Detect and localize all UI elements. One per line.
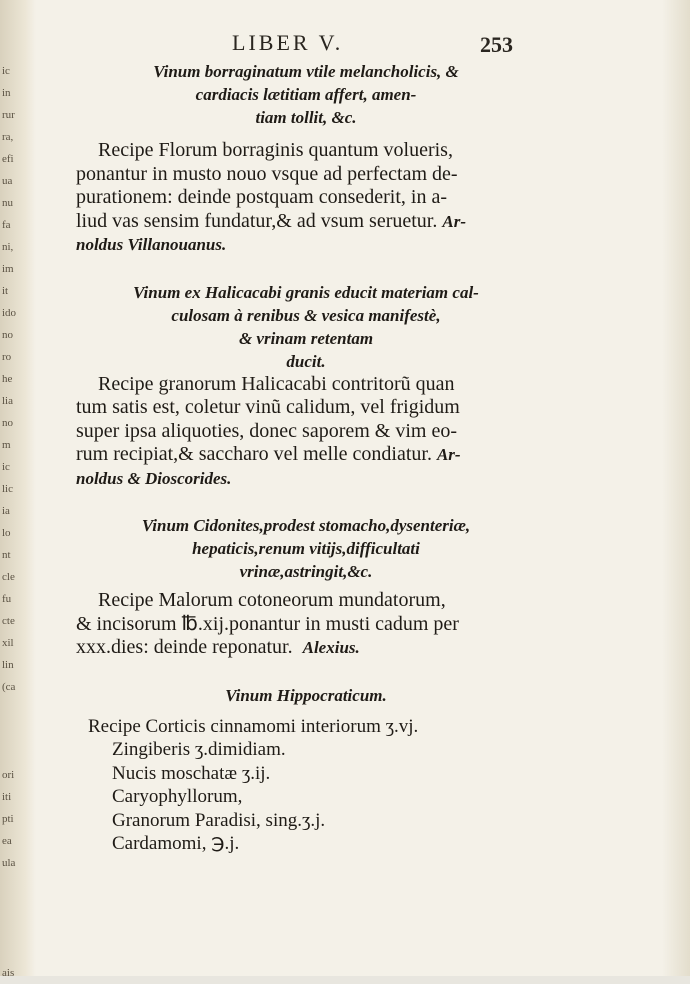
gutter-fragment: efi [2, 153, 14, 165]
gutter-fragment: ido [2, 307, 17, 319]
gutter-fragment [2, 742, 32, 764]
gutter-fragment: iti [2, 791, 12, 803]
body-line [76, 467, 536, 491]
author-start: Ar- [436, 445, 461, 464]
body-line: Recipe Malorum cotoneorum mundatorum, [98, 589, 446, 611]
gutter-fragment: lin [2, 659, 14, 671]
heading-line: tiam tollit, &c. [255, 108, 357, 127]
gutter-fragment: ua [2, 175, 13, 187]
right-page-edge [662, 0, 690, 976]
heading-line: & vrinam retentam [238, 328, 374, 348]
body-text: xxx.dies: deinde reponatur. [76, 636, 293, 658]
body-line: & incisorum ℔.xij.ponantur in musti cadum per [76, 612, 459, 635]
author-start: Ar- [442, 211, 466, 231]
body-line: Recipe Florum borraginis quantum volueris, [98, 139, 453, 161]
entry-vinum-cidonites [76, 514, 536, 660]
gutter-fragment: ni, [2, 241, 14, 253]
entry-heading [76, 60, 536, 129]
gutter-fragment: ic [2, 65, 10, 77]
gutter-fragment [2, 896, 32, 918]
heading-line: culosam à renibus & vesica manifestè, [171, 305, 441, 325]
gutter-fragment: it [2, 285, 9, 297]
gutter-fragment: cte [2, 615, 15, 627]
author-name: noldus & Dioscorides. [76, 468, 232, 488]
gutter-fragment: ro [2, 351, 12, 363]
heading-line: vrinæ,astringit,&c. [239, 562, 373, 581]
left-gutter [0, 0, 36, 979]
gutter-fragment: pti [2, 813, 14, 825]
author-name: noldus Villanouanus. [76, 235, 227, 254]
gutter-fragment: m [2, 439, 11, 451]
entry-heading [76, 281, 536, 373]
heading-line: Vinum Hippocraticum. [225, 685, 387, 705]
heading-line: ducit. [286, 351, 326, 371]
recipe-first-line: Recipe Corticis cinnamomi interiorum ʒ.vj. [88, 715, 419, 737]
body-line: tum satis est, coletur vinũ calidum, vel frigidum [76, 396, 460, 418]
gutter-fragment: no [2, 329, 13, 341]
heading-line: hepaticis,renum vitijs,difficultati [192, 539, 420, 558]
body-line: Recipe granorum Halicacabi contritorũ quan [98, 372, 455, 395]
gutter-fragment: xil [2, 637, 14, 649]
facing-page-fragments [2, 60, 32, 984]
recipe-item: Caryophyllorum, [112, 786, 243, 807]
gutter-fragment: im [2, 263, 14, 275]
gutter-fragment: nu [2, 197, 13, 209]
gutter-fragment: ea [2, 835, 12, 847]
running-head: LIBER V. [232, 30, 344, 55]
gutter-fragment [2, 940, 32, 962]
heading-line: Vinum ex Halicacabi granis educit materiam cal- [133, 282, 479, 302]
gutter-fragment [2, 874, 32, 896]
recipe-item: Zingiberis ʒ.dimidiam. [112, 739, 286, 760]
gutter-fragment [2, 918, 32, 940]
entry-vinum-hippocraticum [76, 684, 536, 856]
gutter-fragment: in [2, 87, 11, 99]
gutter-fragment: ra, [2, 131, 14, 143]
recipe-item: Cardamomi, ℈.j. [112, 833, 240, 854]
body-line [76, 233, 536, 257]
heading-line: cardiacis lætitiam affert, amen- [195, 85, 417, 104]
gutter-fragment [2, 698, 32, 720]
gutter-fragment: ula [2, 857, 16, 869]
entry-heading [76, 514, 536, 583]
gutter-fragment: ais [2, 967, 15, 979]
gutter-fragment: fa [2, 219, 11, 231]
body-text: liud vas sensim fundatur,& ad vsum seruetur. [76, 209, 438, 232]
recipe-item: Granorum Paradisi, sing.ʒ.j. [112, 809, 326, 831]
gutter-fragment: lic [2, 483, 13, 495]
gutter-fragment: no [2, 417, 13, 429]
page-text [76, 60, 536, 880]
entry-vinum-halicacabi [76, 281, 536, 491]
gutter-fragment [2, 720, 32, 742]
body-line: super ipsa aliquoties, donec saporem & vim eo- [76, 419, 458, 442]
recipe-list [88, 715, 536, 856]
gutter-fragment: ori [2, 769, 15, 781]
heading-line: Vinum borraginatum vtile melancholicis, & [153, 62, 459, 81]
gutter-fragment: nt [2, 549, 11, 561]
entry-vinum-borraginatum [76, 60, 536, 257]
gutter-fragment: lia [2, 395, 13, 407]
body-line [76, 210, 536, 234]
heading-line: Vinum Cidonites,prodest stomacho,dysenteriæ, [141, 516, 471, 535]
gutter-fragment: lo [2, 527, 11, 539]
gutter-fragment: ic [2, 461, 10, 473]
gutter-fragment: rur [2, 109, 15, 121]
page-number: 253 [480, 32, 513, 57]
author-name: Alexius. [302, 638, 360, 657]
body-line: ponantur in musto nouo vsque ad perfectam de- [76, 162, 458, 185]
gutter-fragment: fu [2, 593, 12, 605]
gutter-fragment: ia [2, 505, 10, 517]
gutter-fragment: (ca [2, 681, 16, 693]
body-line [76, 636, 536, 660]
gutter-fragment: he [2, 373, 13, 385]
body-text: rum recipiat,& saccharo vel melle condiatur. [76, 443, 432, 465]
recipe-item: Nucis moschatæ ʒ.ij. [112, 762, 271, 784]
gutter-fragment: cle [2, 571, 15, 583]
body-line: purationem: deinde postquam consederit, in a- [76, 186, 448, 208]
entry-heading [76, 684, 536, 707]
body-line [76, 443, 536, 467]
